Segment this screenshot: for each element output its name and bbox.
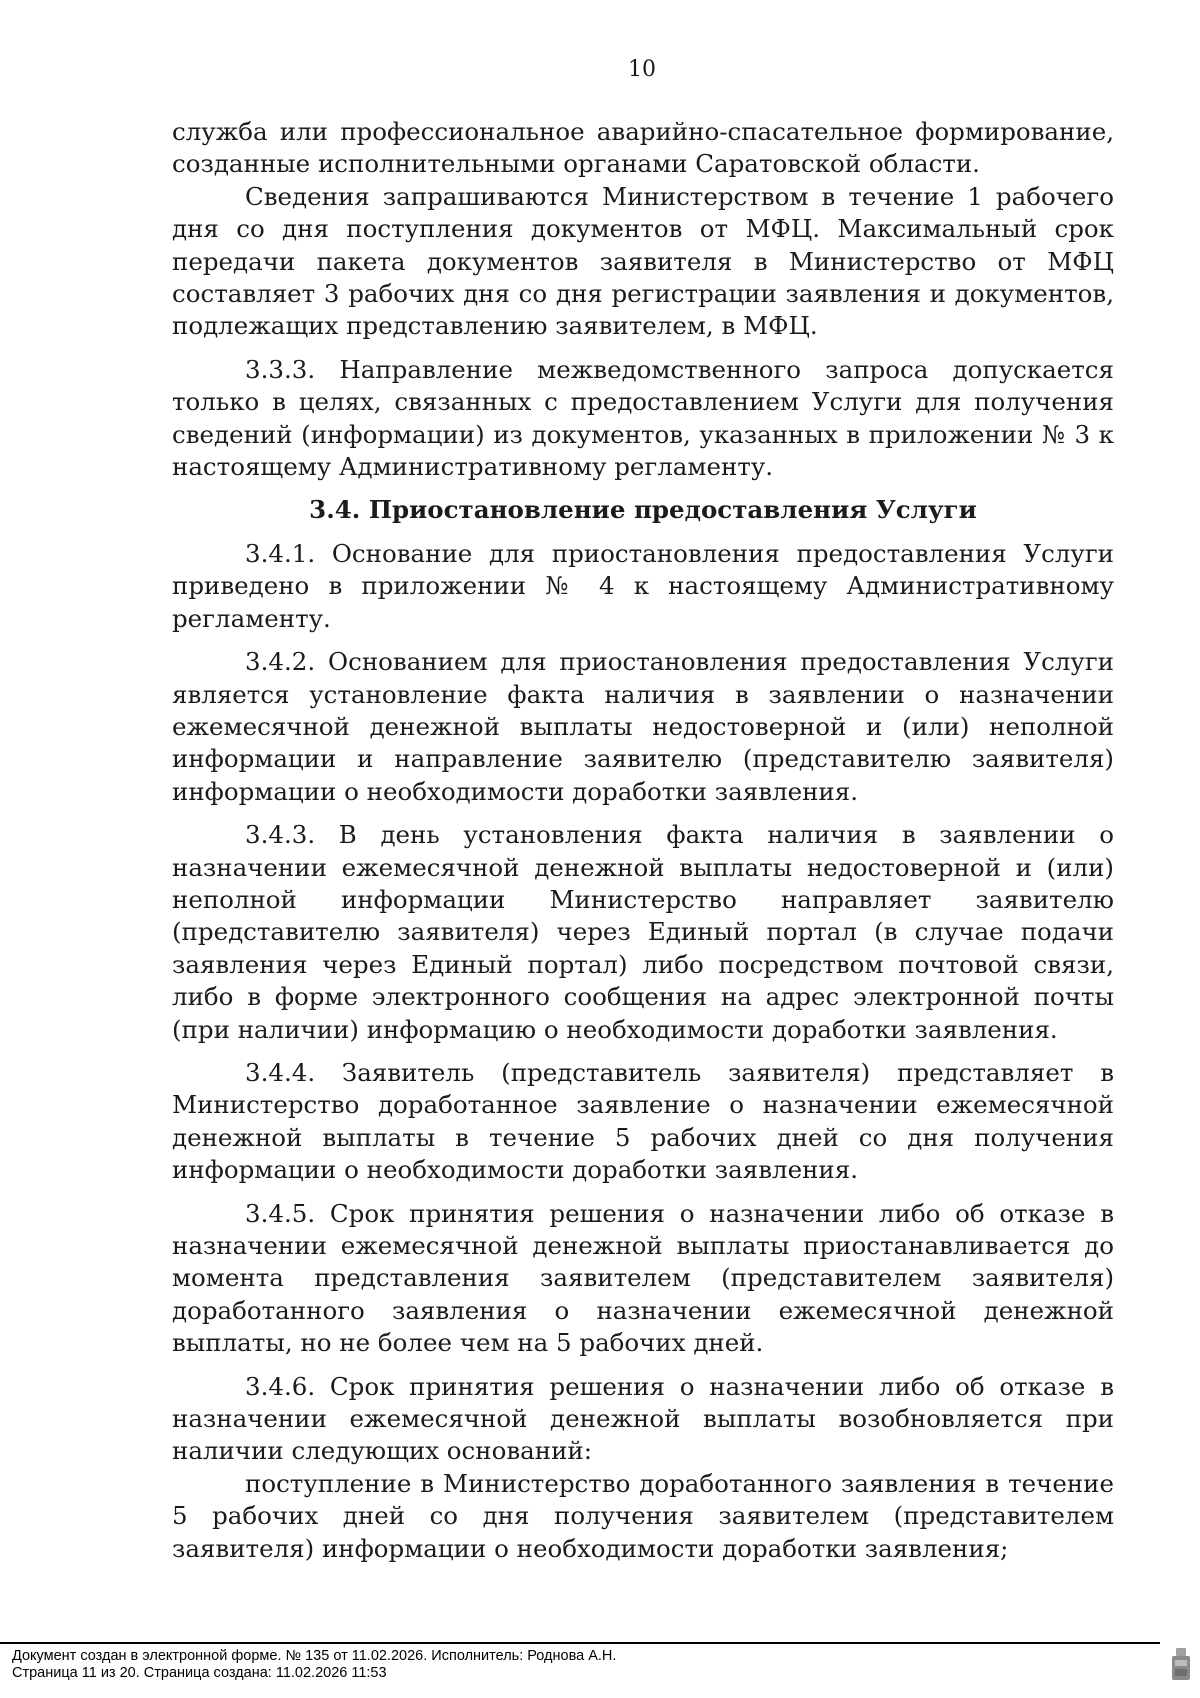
footer-divider <box>0 1642 1160 1644</box>
page-number: 10 <box>628 57 656 82</box>
paragraph-3-4-3: 3.4.3. В день установления факта наличия в заявлении о назначении ежемесячной денежной выплаты недостоверной и (или) неполной информации Министерство направляет заявителю (представителю заявителя) через Единый портал (в случае подачи заявления через Единый портал) либо посредством почтовой связи, либо в форме электронного сообщения на адрес электронной почты (при наличии) информацию о необходимости доработки заявления. <box>172 820 1114 1044</box>
footer-document-info: Документ создан в электронной форме. № 135 от 11.02.2026. Исполнитель: Роднова А.Н. <box>12 1648 617 1664</box>
paragraph-info-request: Сведения запрашиваются Министерством в течение 1 рабочего дня со дня поступления документов от МФЦ. Максимальный срок передачи пакета документов заявителя в Министерство от МФЦ составляет 3 рабочих дня со дня регистрации заявления и документов, подлежащих представлению заявителем, в МФЦ. <box>172 181 1114 341</box>
paragraph-3-4-5: 3.4.5. Срок принятия решения о назначении либо об отказе в назначении ежемесячной денежной выплаты приостанавливается до момента представления заявителем (представителем заявителя) доработанного заявления о назначении ежемесячной денежной выплаты, но не более чем на 5 рабочих дней. <box>172 1198 1114 1358</box>
section-heading-3-4: 3.4. Приостановление предоставления Услуги <box>309 495 977 525</box>
document-body <box>172 116 1114 1565</box>
paragraph-3-4-6: 3.4.6. Срок принятия решения о назначении либо об отказе в назначении ежемесячной денежной выплаты возобновляется при наличии следующих оснований: <box>172 1371 1114 1466</box>
footer-page-info: Страница 11 из 20. Страница создана: 11.02.2026 11:53 <box>12 1665 387 1681</box>
paragraph-3-4-4: 3.4.4. Заявитель (представитель заявителя) представляет в Министерство доработанное заявление о назначении ежемесячной денежной выплаты в течение 5 рабочих дней со дня получения информации о необходимости доработки заявления. <box>172 1057 1114 1185</box>
paragraph-continuation: служба или профессиональное аварийно-спасательное формирование, созданные исполнительными органами Саратовской области. <box>172 117 1114 179</box>
paragraph-3-4-1: 3.4.1. Основание для приостановления предоставления Услуги приведено в приложении № 4 к настоящему Административному регламенту. <box>172 538 1114 633</box>
paragraph-3-3-3: 3.3.3. Направление межведомственного запроса допускается только в целях, связанных с предоставлением Услуги для получения сведений (информации) из документов, указанных в приложении № 3 к настоящему Административному регламенту. <box>172 354 1114 482</box>
coat-of-arms-icon <box>1170 1646 1192 1686</box>
paragraph-3-4-2: 3.4.2. Основанием для приостановления предоставления Услуги является установление факта наличия в заявлении о назначении ежемесячной денежной выплаты недостоверной и (или) неполной информации и направление заявителю (представителю заявителя) информации о необходимости доработки заявления. <box>172 647 1114 806</box>
document-footer <box>12 1648 616 1682</box>
paragraph-resumption-ground: поступление в Министерство доработанного заявления в течение 5 рабочих дней со дня получения заявителем (представителем заявителя) информации о необходимости доработки заявления; <box>172 1468 1114 1563</box>
